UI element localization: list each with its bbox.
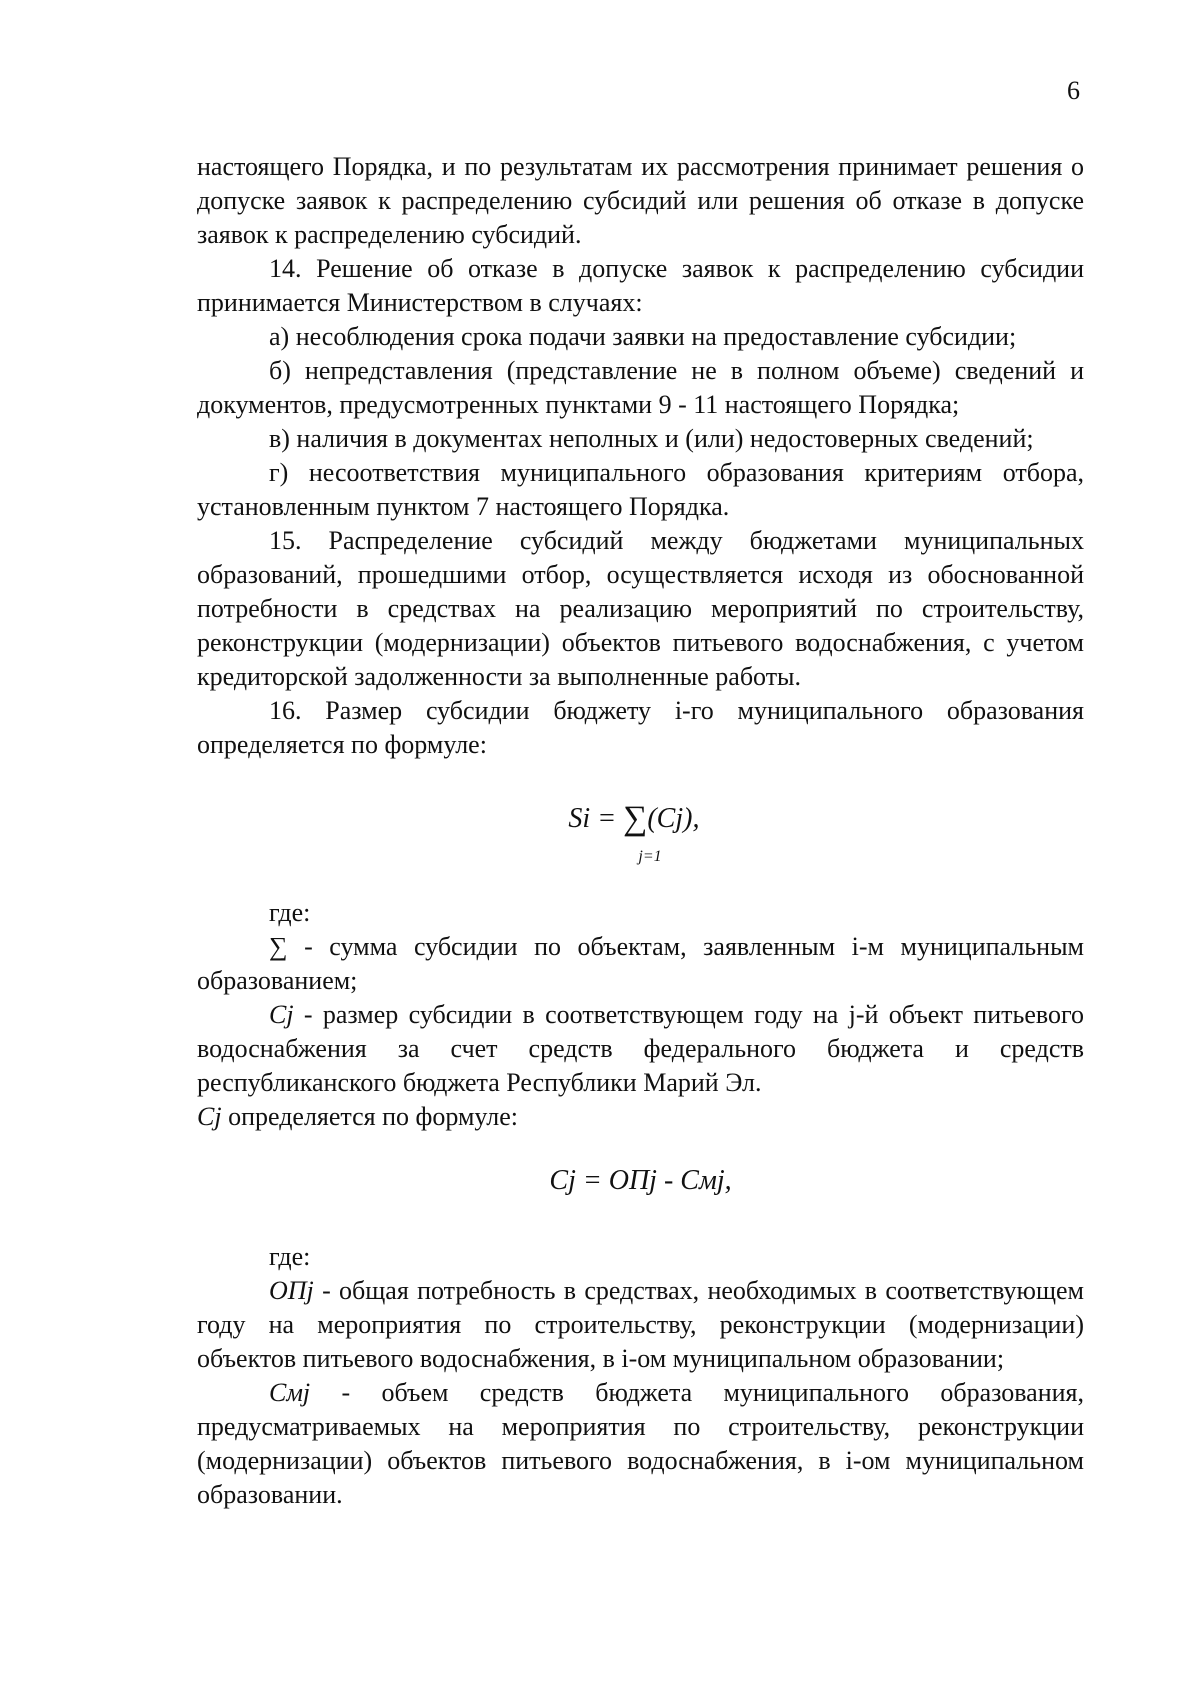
definition-smj bbox=[197, 1376, 1084, 1512]
formula-si-rhs: (Cj), bbox=[647, 803, 700, 834]
definition-cj-symbol: Cj bbox=[269, 1000, 294, 1029]
definition-sigma-symbol: ∑ bbox=[269, 932, 288, 961]
definition-sigma bbox=[197, 930, 1084, 998]
paragraph-continuation: настоящего Порядка, и по результатам их рассмотрения принимает решения о допуске заявок к распределению субсидий или решения об отказе в допуске заявок к распределению субсидий. bbox=[197, 152, 1084, 249]
definition-sigma-text: - сумма субсидии по объектам, заявленным i-м муниципальным образованием; bbox=[197, 932, 1084, 995]
paragraph-14: 14. Решение об отказе в допуске заявок к распределению субсидии принимается Министерством в случаях: bbox=[197, 254, 1084, 317]
document-body bbox=[197, 150, 1084, 1512]
item-14a: а) несоблюдения срока подачи заявки на предоставление субсидии; bbox=[269, 322, 1017, 351]
cj-formula-intro bbox=[197, 1100, 1084, 1134]
where-label-2: где: bbox=[269, 1242, 311, 1271]
definition-opj bbox=[197, 1274, 1084, 1376]
formula-si-sigma: ∑ bbox=[623, 800, 648, 837]
item-14g: г) несоответствия муниципального образования критериям отбора, установленным пунктом 7 настоящего Порядка. bbox=[197, 458, 1084, 521]
item-14v: в) наличия в документах неполных и (или) недостоверных сведений; bbox=[269, 424, 1034, 453]
where-label-1: где: bbox=[269, 898, 311, 927]
formula-si-lhs: Si = bbox=[568, 803, 617, 834]
definition-smj-text: - объем средств бюджета муниципального образования, предусматриваемых на мероприятия по строительству, реконструкции (модернизации) объектов питьевого водоснабжения, в i-ом муниципальном образовании. bbox=[197, 1378, 1084, 1509]
paragraph-15: 15. Распределение субсидий между бюджетами муниципальных образований, прошедшими отбор, осуществляется исходя из обоснованной потребности в средствах на реализацию мероприятий по строительству, реконструкции (модернизации) объектов питьевого водоснабжения, с учетом кредиторской задолженности за выполненные работы. bbox=[197, 526, 1084, 691]
definition-opj-text: - общая потребность в средствах, необходимых в соответствующем году на мероприятия по строительству, реконструкции (модернизации) объектов питьевого водоснабжения, в i-ом муниципальном образовании; bbox=[197, 1276, 1084, 1373]
definition-cj bbox=[197, 998, 1084, 1100]
cj-formula-intro-text: определяется по формуле: bbox=[221, 1102, 519, 1131]
formula-cj: Cj = ОПj - Смj, bbox=[549, 1165, 732, 1196]
definition-opj-symbol: ОПj bbox=[269, 1276, 314, 1305]
formula-si-subscript: j=1 bbox=[638, 848, 662, 865]
cj-formula-intro-symbol: Cj bbox=[197, 1102, 222, 1131]
formula-si bbox=[197, 790, 1084, 870]
page-number: 6 bbox=[1067, 76, 1080, 105]
item-14b: б) непредставления (представление не в полном объеме) сведений и документов, предусмотренных пунктами 9 - 11 настоящего Порядка; bbox=[197, 356, 1084, 419]
definition-cj-text: - размер субсидии в соответствующем году на j-й объект питьевого водоснабжения за счет средств федерального бюджета и средств республиканского бюджета Республики Марий Эл. bbox=[197, 1000, 1084, 1097]
paragraph-16: 16. Размер субсидии бюджету i-го муниципального образования определяется по формуле: bbox=[197, 696, 1084, 759]
definition-smj-symbol: Смj bbox=[269, 1378, 311, 1407]
